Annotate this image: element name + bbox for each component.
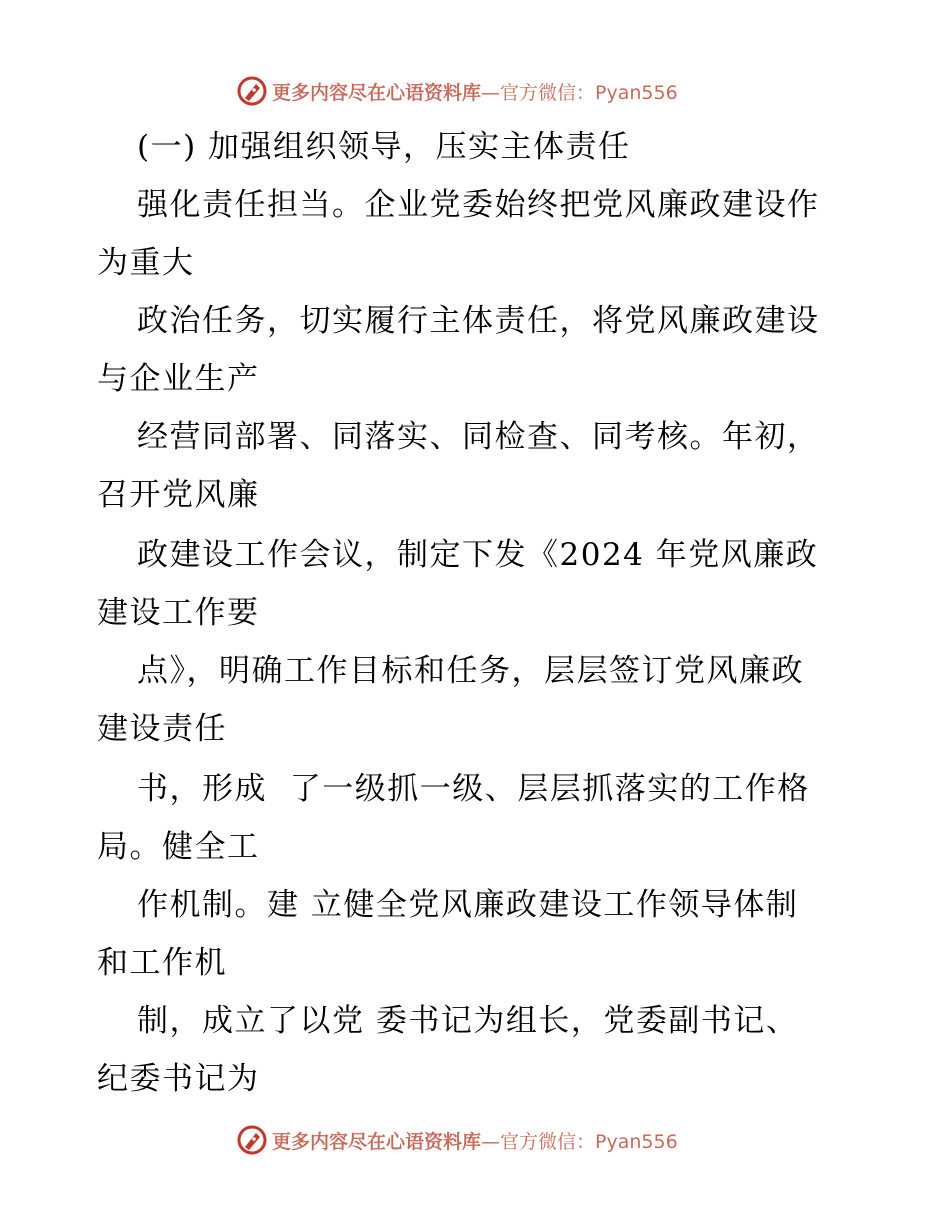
body-line: 为重大 [97,245,195,281]
watermark-site-name: 更多内容尽在心语资料库 [272,81,482,104]
body-line: 作机制。建 立健全党风廉政建设工作领导体制 [137,887,799,923]
body-line: 制，成立了以党 委书记为组长，党委副书记、 [137,1003,799,1039]
body-line: 召开党风廉 [97,477,260,513]
body-line: 强化责任担当。企业党委始终把党风廉政建设作 [137,187,820,223]
body-line: 局。健全工 [97,829,260,865]
pen-nib-circle-icon [236,75,268,107]
header-watermark [236,74,678,108]
body-line: 建设责任 [97,711,227,747]
watermark-site-name: 更多内容尽在心语资料库 [272,1130,482,1153]
body-line: 和工作机 [97,945,227,981]
body-line: 政治任务，切实履行主体责任，将党风廉政建设 [137,303,820,339]
footer-watermark [236,1123,678,1157]
watermark-wechat: —官方微信：Pyan556 [481,1130,678,1153]
pen-nib-circle-icon [236,1124,268,1156]
body-line: 经营同部署、同落实、同检查、同考核。年初， [137,419,820,455]
body-line: 点》，明确工作目标和任务，层层签订党风廉政 [137,653,804,689]
body-line: 与企业生产 [97,361,260,397]
watermark-wechat: —官方微信：Pyan556 [481,81,678,104]
body-line: 政建设工作会议，制定下发《2024 年党风廉政 [137,537,819,573]
body-line: 书，形成 了一级抓一级、层层抓落实的工作格 [137,771,810,807]
body-line: 建设工作要 [97,595,260,631]
body-line: 纪委书记为 [97,1061,260,1097]
section-heading: (一) 加强组织领导，压实主体责任 [137,129,631,165]
